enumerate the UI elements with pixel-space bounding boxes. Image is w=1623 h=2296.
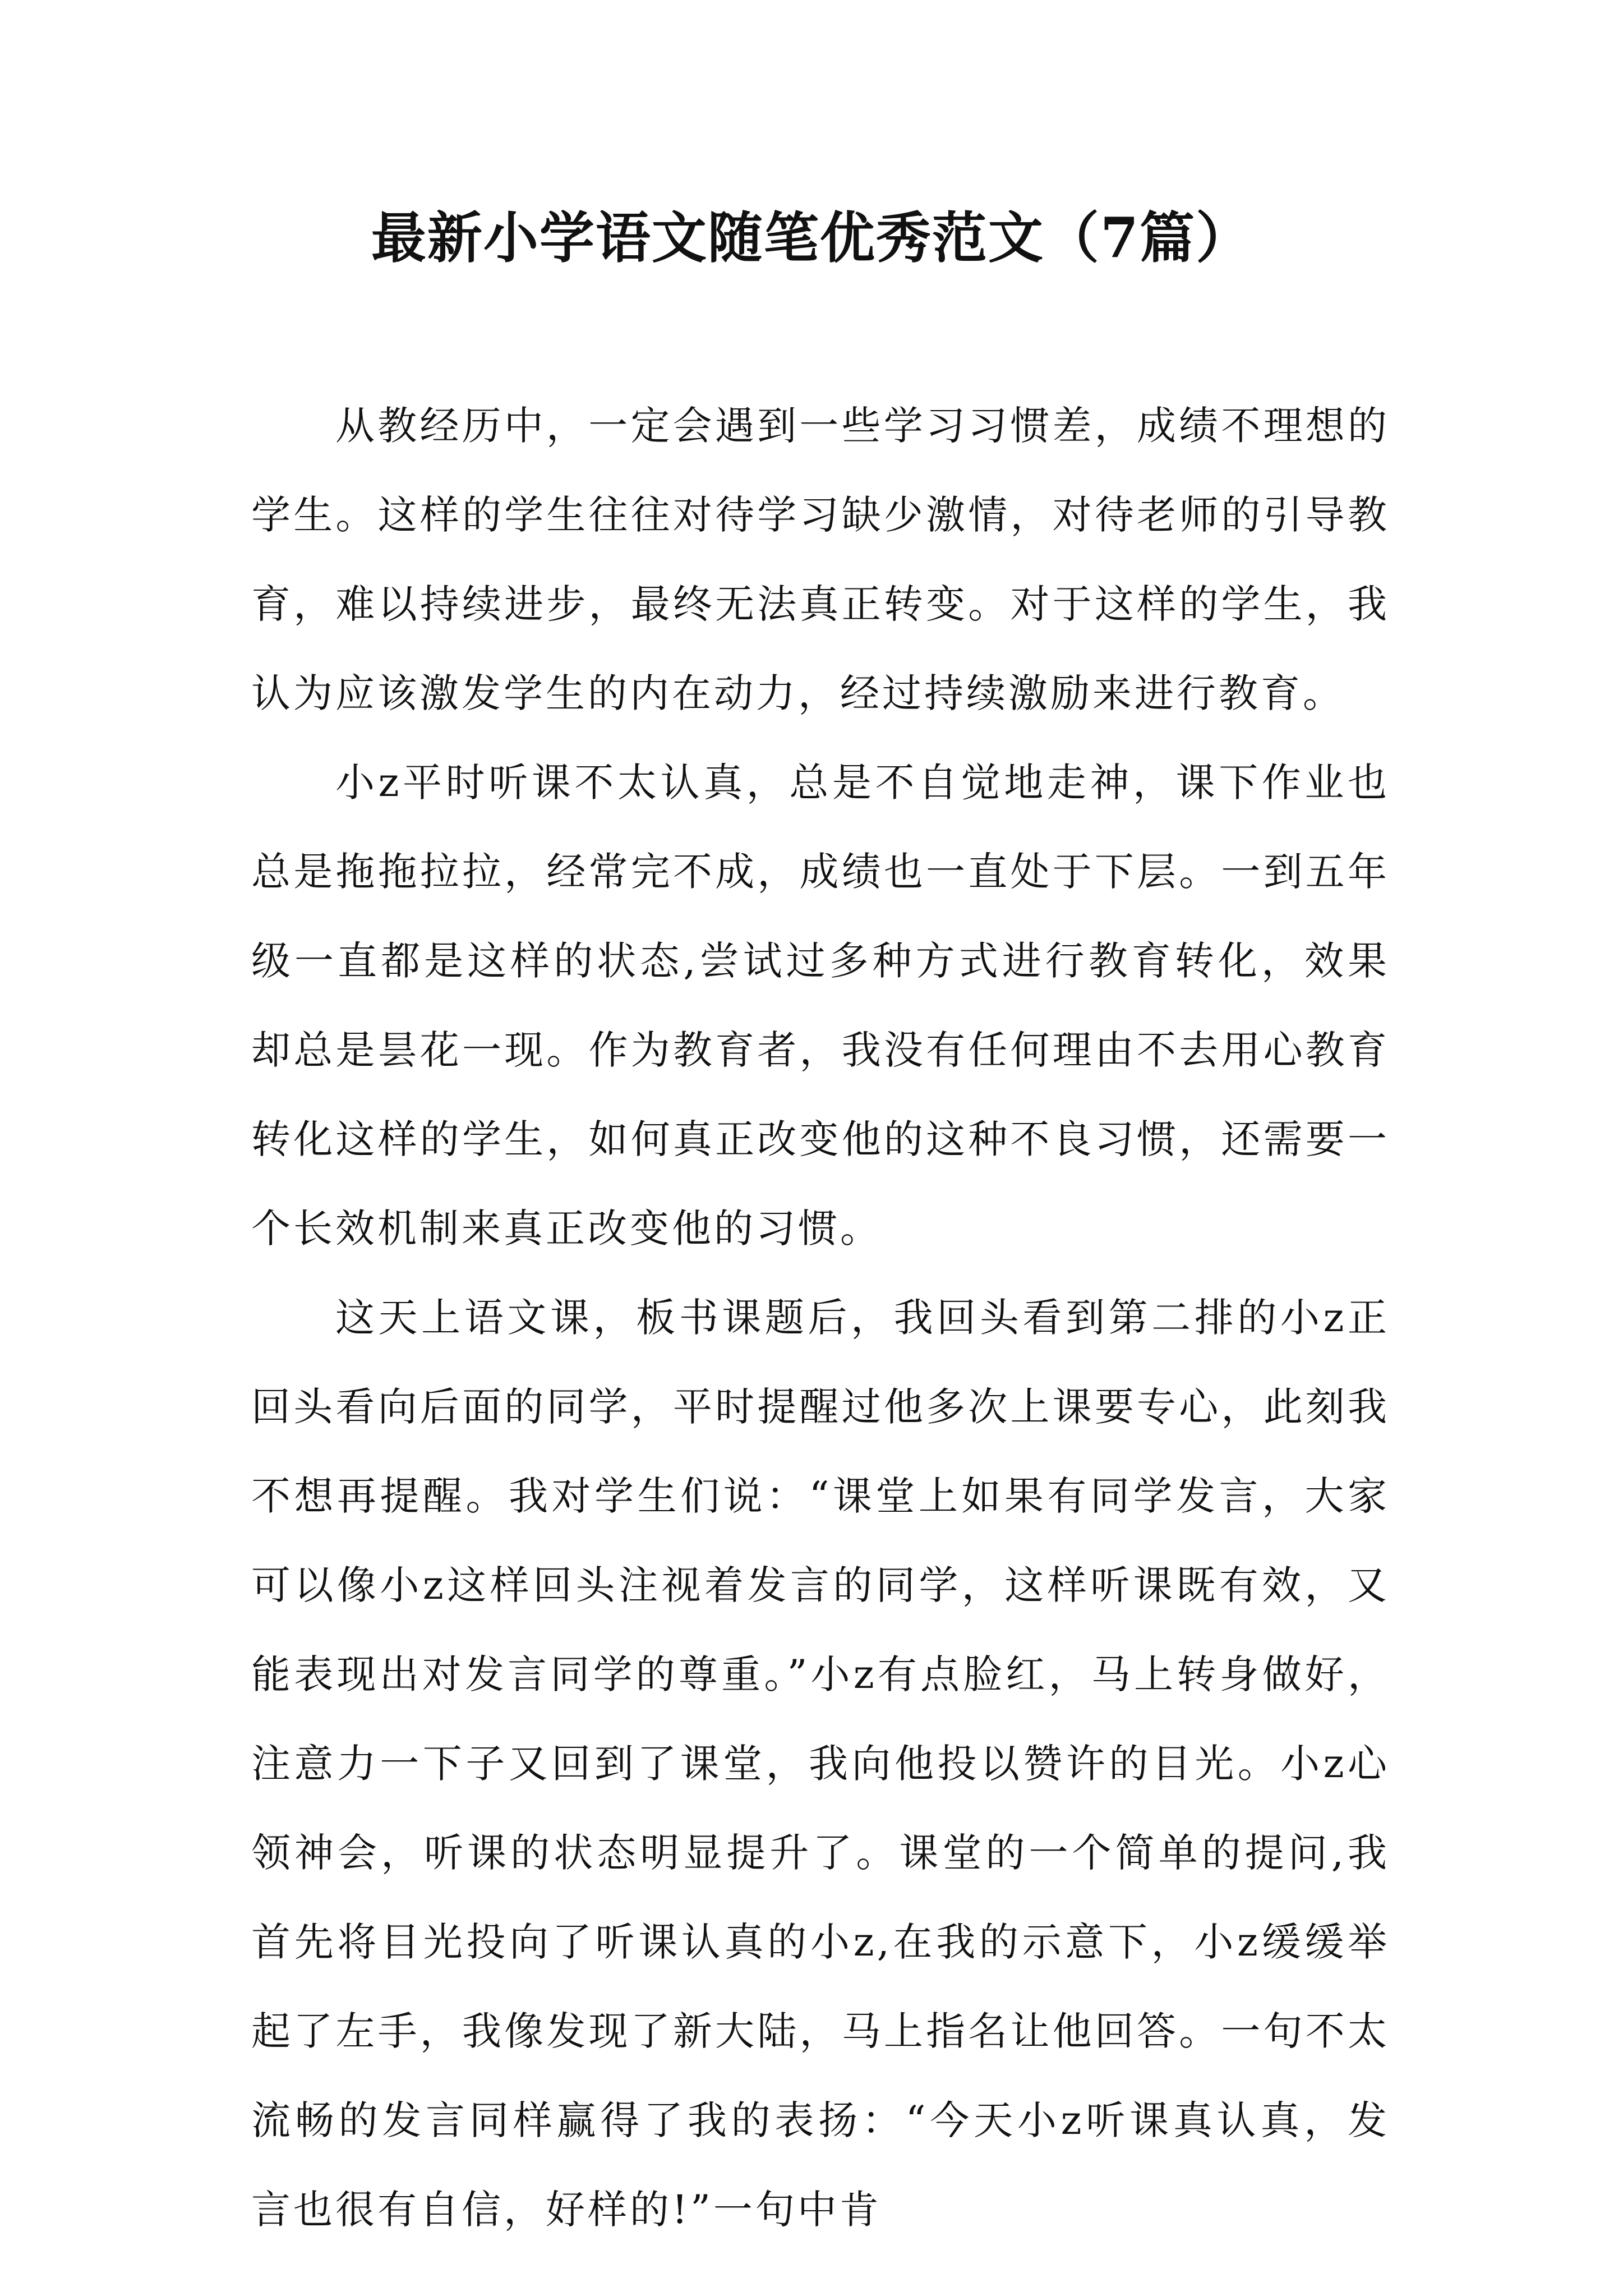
document-body (251, 381, 1390, 2254)
document-title: 最新小学语文随笔优秀范文（7篇） (371, 206, 1252, 270)
paragraph: 小z平时听课不太认真，总是不自觉地走神，课下作业也总是拖拖拉拉，经常完不成，成绩也一直处于下层。一到五年级一直都是这样的状态,尝试过多种方式进行教育转化，效果却总是昙花一现。作为教育者，我没有任何理由不去用心教育转化这样的学生，如何真正改变他的这种不良习惯，还需要一个长效机制来真正改变他的习惯。 (251, 760, 1390, 1251)
paragraph: 这天上语文课，板书课题后，我回头看到第二排的小z正回头看向后面的同学，平时提醒过他多次上课要专心，此刻我不想再提醒。我对学生们说：“课堂上如果有同学发言，大家可以像小z这样回头注视着发言的同学，这样听课既有效，又能表现出对发言同学的尊重。”小z有点脸红，马上转身做好，注意力一下子又回到了课堂，我向他投以赞许的目光。小z心领神会，听课的状态明显提升了。课堂的一个简单的提问,我首先将目光投向了听课认真的小z,在我的示意下，小z缓缓举起了左手，我像发现了新大陆，马上指名让他回答。一句不太流畅的发言同样赢得了我的表扬：“今天小z听课真认真，发言也很有自信，好样的!”一句中肯 (251, 1295, 1390, 2233)
paragraph: 从教经历中，一定会遇到一些学习习惯差，成绩不理想的学生。这样的学生往往对待学习缺少激情，对待老师的引导教育，难以持续进步，最终无法真正转变。对于这样的学生，我认为应该激发学生的内在动力，经过持续激励来进行教育。 (251, 403, 1390, 716)
